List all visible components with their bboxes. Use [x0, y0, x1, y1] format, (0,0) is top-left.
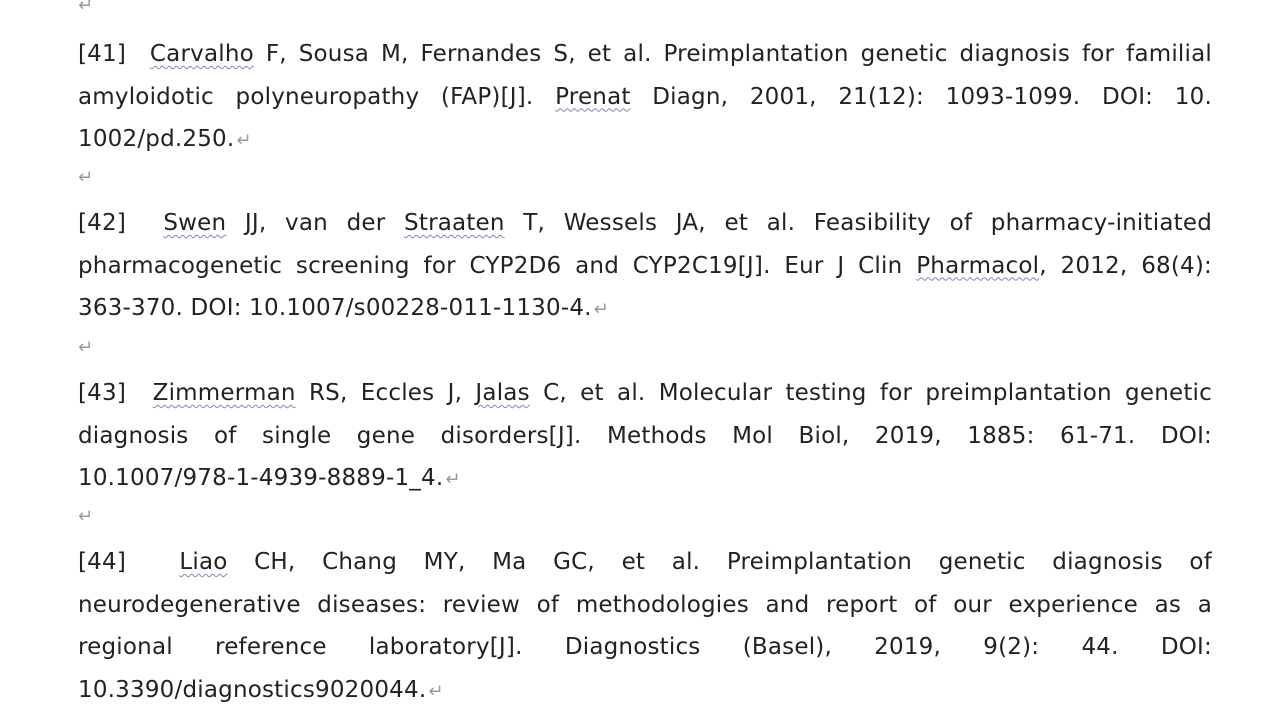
reference-line — [78, 76, 1212, 119]
reference-line — [78, 415, 1212, 458]
reference-first-author: Carvalho — [149, 41, 254, 67]
reference-line — [78, 245, 1212, 288]
reference-text: C, et al. Molecular testing for preimplantation genetic — [529, 380, 1212, 406]
reference-text: 10.3390/diagnostics9020044. — [78, 676, 427, 703]
paragraph-mark: ↵ — [78, 506, 94, 527]
reference-text: T, Wessels JA, et al. Feasibility of pharmacy-initiated — [504, 210, 1212, 236]
reference-text: amyloidotic polyneuropathy (FAP)[J]. — [78, 83, 556, 110]
paragraph-mark: ↵ — [78, 167, 94, 188]
reference-text: RS, Eccles J, — [295, 380, 476, 406]
spellcheck-flagged-word: Jalas — [475, 380, 530, 406]
reference-text: Diagn, 2001, 21(12): 1093-1099. DOI: 10. — [630, 83, 1212, 110]
reference-text: regional reference laboratory[J]. Diagnostics (Basel), 2019, 9(2): 44. DOI: — [78, 634, 1212, 660]
reference-number: [42] — [78, 210, 127, 236]
reference-line — [78, 669, 1212, 712]
reference-entry[interactable] — [78, 541, 1212, 711]
paragraph-mark: ↵ — [593, 299, 609, 320]
reference-first-author: Swen — [163, 210, 227, 236]
reference-line — [78, 287, 1212, 330]
reference-number: [44] — [78, 549, 127, 575]
reference-line — [78, 584, 1212, 627]
spellcheck-flagged-word: Pharmacol — [916, 252, 1040, 279]
reference-line — [78, 626, 1212, 669]
reference-number: [41] — [78, 41, 127, 67]
reference-text: CH, Chang MY, Ma GC, et al. Preimplantation genetic diagnosis of — [227, 549, 1212, 575]
reference-entry[interactable] — [78, 202, 1212, 330]
reference-text: 1002/pd.250. — [78, 126, 235, 152]
reference-line — [78, 118, 1212, 161]
reference-text: 10.1007/978-1-4939-8889-1_4. — [78, 465, 444, 491]
reference-text: 363-370. DOI: 10.1007/s00228-011-1130-4. — [78, 295, 592, 321]
reference-text: F, Sousa M, Fernandes S, et al. Preimplantation genetic diagnosis for familial — [253, 41, 1212, 67]
reference-text: neurodegenerative diseases: review of methodologies and report of our experience as a — [78, 591, 1212, 618]
reference-line — [78, 541, 1212, 584]
reference-number: [43] — [78, 380, 127, 406]
reference-text: diagnosis of single gene disorders[J]. Methods Mol Biol, 2019, 1885: 61-71. DOI: — [78, 422, 1212, 449]
paragraph-mark: ↵ — [78, 0, 94, 16]
reference-line — [78, 457, 1212, 500]
reference-text: pharmacogenetic screening for CYP2D6 and CYP2C19[J]. Eur J Clin — [78, 252, 917, 279]
paragraph-mark: ↵ — [78, 337, 94, 358]
reference-text: , 2012, 68(4): — [1039, 252, 1212, 279]
paragraph-mark: ↵ — [236, 130, 252, 151]
paragraph-mark: ↵ — [445, 469, 461, 490]
spellcheck-flagged-word: Prenat — [555, 83, 631, 110]
reference-first-author: Zimmerman — [152, 380, 296, 406]
spellcheck-flagged-word: Straaten — [404, 210, 505, 236]
reference-line — [78, 202, 1212, 245]
reference-line — [78, 372, 1212, 415]
reference-entry[interactable] — [78, 372, 1212, 500]
paragraph-mark: ↵ — [428, 680, 444, 702]
reference-line — [78, 33, 1212, 76]
reference-text: JJ, van der — [226, 210, 405, 236]
reference-first-author: Liao — [179, 549, 228, 575]
reference-entry[interactable] — [78, 33, 1212, 161]
